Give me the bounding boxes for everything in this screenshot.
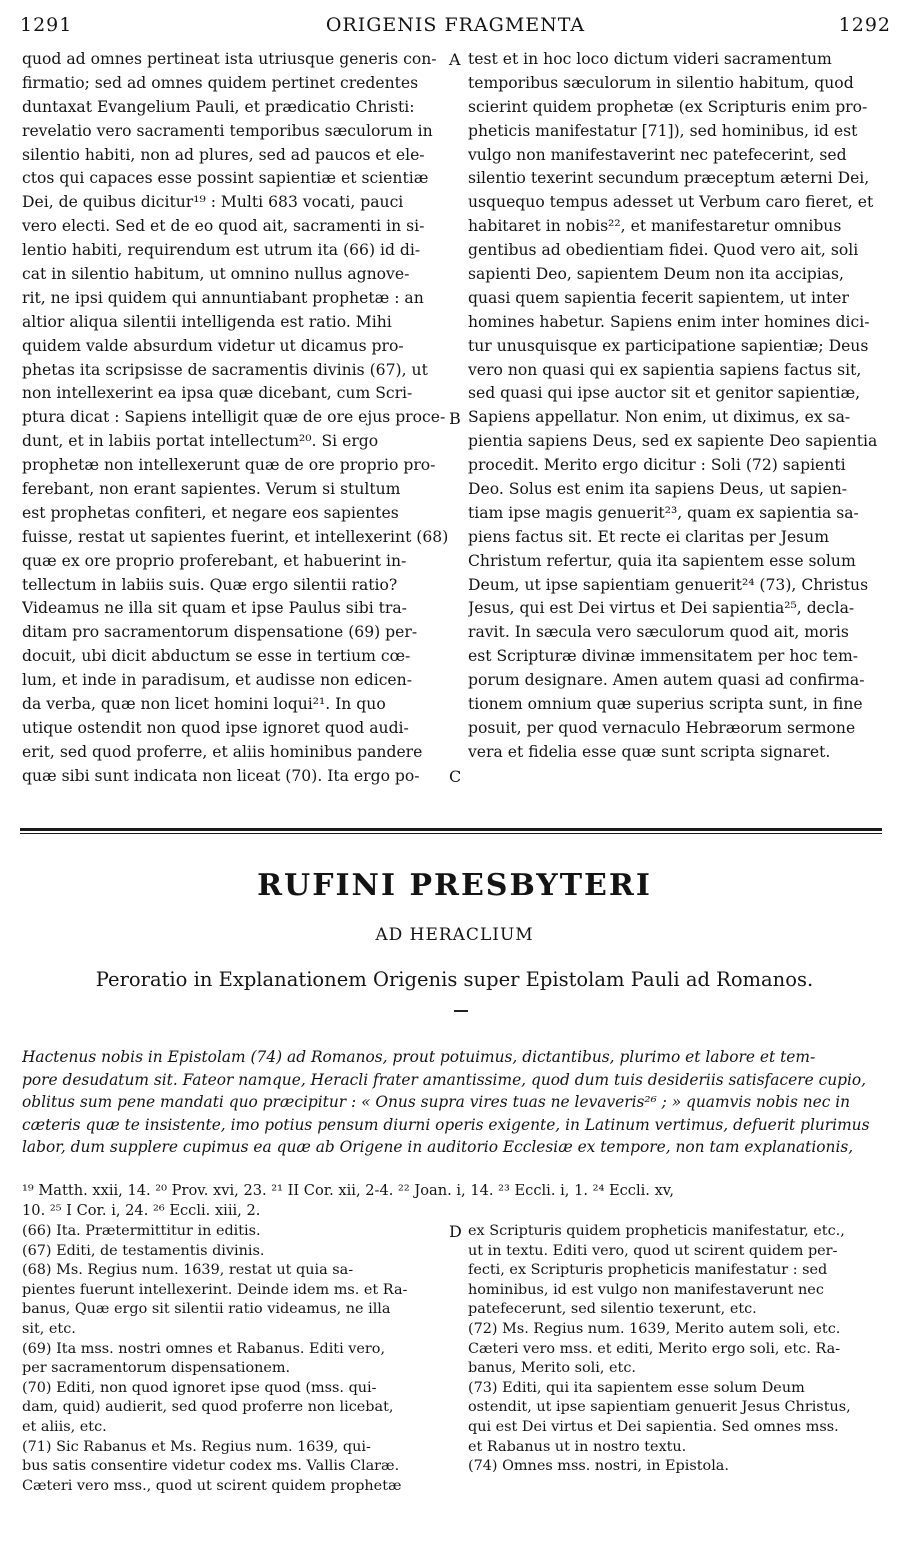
footnote-line: (67) Editi, de testamentis divinis. xyxy=(22,1242,265,1259)
text-line: habitaret in nobis²², et manifestaretur omnibus xyxy=(468,217,842,236)
text-line: phetas ita scripsisse de sacramentis divinis (67), ut xyxy=(22,360,428,379)
footnote-line: pientes fuerunt intellexerint. Deinde idem ms. et Ra- xyxy=(22,1281,408,1298)
text-line: silentio habiti, non ad plures, sed ad paucos et ele- xyxy=(22,145,425,164)
section-subtitle: AD HERACLIUM xyxy=(375,925,534,945)
margin-marker-c: C xyxy=(449,767,462,786)
text-line: test et in hoc loco dictum videri sacramentum xyxy=(468,50,832,68)
text-line: posuit, per quod vernaculo Hebræorum sermone xyxy=(468,718,856,737)
text-line: homines habetur. Sapiens enim inter homines dici- xyxy=(468,312,870,331)
footnote-line: (74) Omnes mss. nostri, in Epistola. xyxy=(468,1458,729,1475)
footnote-line: (73) Editi, qui ita sapientem esse solum Deum xyxy=(468,1379,805,1396)
text-line: non intellexerint ea ipsa quæ dicebant, cum Scri- xyxy=(22,384,413,403)
peroratio-paragraph xyxy=(22,1046,888,1159)
text-line: Jesus, qui est Dei virtus et Dei sapientia²⁵, decla- xyxy=(468,599,855,618)
margin-marker-d: D xyxy=(449,1222,462,1241)
text-line: dunt, et in labiis portat intellectum²⁰. Si ergo xyxy=(22,432,379,451)
text-line: Christum refertur, quia ita sapientem esse solum xyxy=(468,551,856,570)
section-divider-thin xyxy=(20,833,882,834)
text-line: ravit. In sæcula vero sæculorum quod ait, moris xyxy=(468,623,849,642)
text-line: pientia sapiens Deus, sed ex sapiente Deo sapientia xyxy=(468,432,878,451)
right-text-column xyxy=(468,48,888,765)
text-line: da verba, quæ non licet homini loqui²¹. In quo xyxy=(22,695,386,714)
text-line: tionem omnium quæ superius scripta sunt, in fine xyxy=(468,695,863,714)
text-line: est prophetas confiteri, et negare eos sapientes xyxy=(22,503,399,522)
text-line: pore desudatum sit. Fateor namque, Heracli frater amantissime, quod dum tuis desideriis satisfacere cupio, xyxy=(22,1070,867,1089)
text-line: Dei, de quibus dicitur¹⁹ : Multi 683 vocati, pauci xyxy=(22,193,404,212)
footnotes-right xyxy=(468,1222,888,1477)
section-title: RUFINI PRESBYTERI xyxy=(257,868,652,903)
text-line: vero electi. Sed et de eo quod ait, sacramenti in si- xyxy=(22,217,425,236)
text-line: sapienti Deo, sapientem Deum non ita accipias, xyxy=(468,265,844,284)
text-line: scierint quidem prophetæ (ex Scripturis enim pro- xyxy=(468,97,868,116)
text-line: vulgo non manifestaverint nec patefecerint, sed xyxy=(468,145,847,164)
footnote-line: bus satis consentire videtur codex ms. Vallis Claræ. xyxy=(22,1458,400,1475)
footnote-line: hominibus, id est vulgo non manifestaverunt nec xyxy=(468,1281,824,1298)
text-line: duntaxat Evangelium Pauli, et prædicatio Christi: xyxy=(22,97,415,116)
text-line: utique ostendit non quod ipse ignoret quod audi- xyxy=(22,718,409,737)
footnote-line: Cæteri vero mss. et editi, Merito ergo soli, etc. Ra- xyxy=(468,1340,841,1357)
footnote-line: (72) Ms. Regius num. 1639, Merito autem soli, etc. xyxy=(468,1320,841,1337)
text-line: procedit. Merito ergo dicitur : Soli (72) sapienti xyxy=(468,456,846,475)
text-line: porum designare. Amen autem quasi ad confirma- xyxy=(468,671,865,690)
text-line: piens factus sit. Et recte ei claritas per Jesum xyxy=(468,527,830,546)
footnote-line: banus, Quæ ergo sit silentii ratio videamus, ne illa xyxy=(22,1301,391,1318)
footnote-line: banus, Merito soli, etc. xyxy=(468,1360,636,1377)
margin-marker-b: B xyxy=(449,409,461,428)
text-line: tiam ipse magis genuerit²³, quam ex sapientia sa- xyxy=(468,503,859,522)
text-line: cæteris quæ te insistente, imo potius pensum diurni operis exigente, in Latinum vertimus, defuerit plurimus xyxy=(22,1115,870,1134)
reference-line: 10. ²⁵ I Cor. i, 24. ²⁶ Eccli. xiii, 2. xyxy=(22,1201,261,1219)
text-line: prophetæ non intellexerunt quæ de ore proprio pro- xyxy=(22,456,436,475)
text-line: altior aliqua silentii intelligenda est ratio. Mihi xyxy=(22,312,392,331)
text-line: tur unusquisque ex participatione sapientiæ; Deus xyxy=(468,336,869,355)
footnote-line: (68) Ms. Regius num. 1639, restat ut quia sa- xyxy=(22,1262,354,1279)
text-line: erit, sed quod proferre, et aliis hominibus pandere xyxy=(22,742,423,761)
footnote-line: (71) Sic Rabanus et Ms. Regius num. 1639, qui- xyxy=(22,1438,371,1455)
text-line: firmatio; sed ad omnes quidem pertinet credentes xyxy=(22,73,419,92)
running-header xyxy=(20,14,891,40)
text-line: sed quasi qui ipse auctor sit et genitor sapientiæ, xyxy=(468,384,861,403)
footnote-line: (69) Ita mss. nostri omnes et Rabanus. Editi vero, xyxy=(22,1340,386,1357)
left-text-column xyxy=(22,48,450,789)
text-line: Deo. Solus est enim ita sapiens Deus, ut sapien- xyxy=(468,480,848,499)
footnote-line: sit, etc. xyxy=(22,1320,76,1337)
footnote-line: (66) Ita. Prætermittitur in editis. xyxy=(22,1223,261,1239)
page-number-right: 1292 xyxy=(838,14,891,36)
footnote-line: fecti, ex Scripturis propheticis manifestatur : sed xyxy=(468,1262,828,1279)
section-caption: Peroratio in Explanationem Origenis super Epistolam Pauli ad Romanos. xyxy=(95,968,814,991)
text-line: temporibus sæculorum in silentio habitum, quod xyxy=(468,73,854,92)
title-ornament-dash xyxy=(454,1010,468,1012)
footnote-line: dam, quid) audierit, sed quod proferre non licebat, xyxy=(22,1399,394,1416)
text-line: labor, dum supplere cupimus ea quæ ab Origene in auditorio Ecclesiæ ex tempore, non tam explanationis, xyxy=(22,1138,854,1157)
text-line: quæ ex ore proprio proferebant, et habuerint in- xyxy=(22,551,407,570)
margin-marker-a: A xyxy=(449,50,461,69)
text-line: cat in silentio habitum, ut omnino nullus agnove- xyxy=(22,265,410,284)
text-line: quasi quem sapientia fecerit sapientem, ut inter xyxy=(468,288,849,307)
text-line: docuit, ubi dicit abductum se esse in tertium cœ- xyxy=(22,647,411,666)
text-line: vera et fidelia esse quæ sunt scripta signaret. xyxy=(468,742,831,761)
text-line: quidem valde absurdum videtur ut dicamus pro- xyxy=(22,336,404,355)
section-divider-thick xyxy=(20,828,882,831)
text-line: usquequo tempus adesset ut Verbum caro fieret, et xyxy=(468,193,874,212)
footnote-line: qui est Dei virtus et Dei sapientia. Sed omnes mss. xyxy=(468,1418,839,1435)
footnotes-left xyxy=(22,1222,447,1496)
text-line: est Scripturæ divinæ immensitatem per hoc tem- xyxy=(468,647,859,666)
footnote-line: ut in textu. Editi vero, quod ut scirent quidem per- xyxy=(468,1242,838,1259)
text-line: Deum, ut ipse sapientiam genuerit²⁴ (73), Christus xyxy=(468,575,869,594)
footnote-line: patefecerunt, sed silentio texerunt, etc. xyxy=(468,1301,757,1318)
footnote-line: et Rabanus ut in nostro textu. xyxy=(468,1438,687,1455)
text-line: Sapiens appellatur. Non enim, ut diximus, ex sa- xyxy=(468,408,851,427)
running-title: ORIGENIS FRAGMENTA xyxy=(325,14,586,36)
footnote-line: et aliis, etc. xyxy=(22,1418,107,1435)
text-line: revelatio vero sacramenti temporibus sæculorum in xyxy=(22,121,433,140)
footnote-line: per sacramentorum dispensationem. xyxy=(22,1360,291,1377)
text-line: ptura dicat : Sapiens intelligit quæ de ore ejus proce- xyxy=(22,408,446,427)
text-line: ctos qui capaces esse possint sapientiæ et scientiæ xyxy=(22,169,429,188)
text-line: silentio texerint secundum præceptum æterni Dei, xyxy=(468,169,870,188)
text-line: Hactenus nobis in Epistolam (74) ad Romanos, prout potuimus, dictantibus, plurimo et labore et tem- xyxy=(22,1048,816,1066)
text-line: ditam pro sacramentorum dispensatione (69) per- xyxy=(22,623,418,642)
reference-line: ¹⁹ Matth. xxii, 14. ²⁰ Prov. xvi, 23. ²¹ II Cor. xii, 2-4. ²² Joan. i, 14. ²³ Eccli. i, 1. ²⁴ Eccli. xv, xyxy=(22,1182,674,1199)
footnote-line: ex Scripturis quidem propheticis manifestatur, etc., xyxy=(468,1223,845,1239)
text-line: fuisse, restat ut sapientes fuerint, et intellexerint (68) xyxy=(22,527,449,546)
footnote-line: Cæteri vero mss., quod ut scirent quidem prophetæ xyxy=(22,1477,402,1494)
text-line: vero non quasi qui ex sapientia sapiens factus sit, xyxy=(468,360,862,379)
text-line: tellectum in labiis suis. Quæ ergo silentii ratio? xyxy=(22,575,398,594)
text-line: pheticis manifestatur [71]), sed hominibus, id est xyxy=(468,121,858,140)
footnote-line: (70) Editi, non quod ignoret ipse quod (mss. qui- xyxy=(22,1379,377,1396)
text-line: rit, ne ipsi quidem qui annuntiabant prophetæ : an xyxy=(22,288,424,307)
page-number-left: 1291 xyxy=(20,14,73,36)
scripture-references xyxy=(22,1181,888,1221)
footnote-line: ostendit, ut ipse sapientiam genuerit Jesus Christus, xyxy=(468,1399,851,1416)
text-line: quæ sibi sunt indicata non liceat (70). Ita ergo po- xyxy=(22,766,420,785)
text-line: Videamus ne illa sit quam et ipse Paulus sibi tra- xyxy=(22,599,407,618)
text-line: gentibus ad obedientiam fidei. Quod vero ait, soli xyxy=(468,241,859,260)
text-line: ferebant, non erant sapientes. Verum si stultum xyxy=(22,480,401,499)
text-line: quod ad omnes pertineat ista utriusque generis con- xyxy=(22,50,437,68)
text-line: lum, et inde in paradisum, et audisse non edicen- xyxy=(22,671,412,690)
text-line: lentio habiti, requirendum est utrum ita (66) id di- xyxy=(22,241,421,260)
text-line: oblitus sum pene mandati quo præcipitur : « Onus supra vires tuas ne levaveris²⁶ ; » quamvis nobis nec in xyxy=(22,1093,851,1112)
